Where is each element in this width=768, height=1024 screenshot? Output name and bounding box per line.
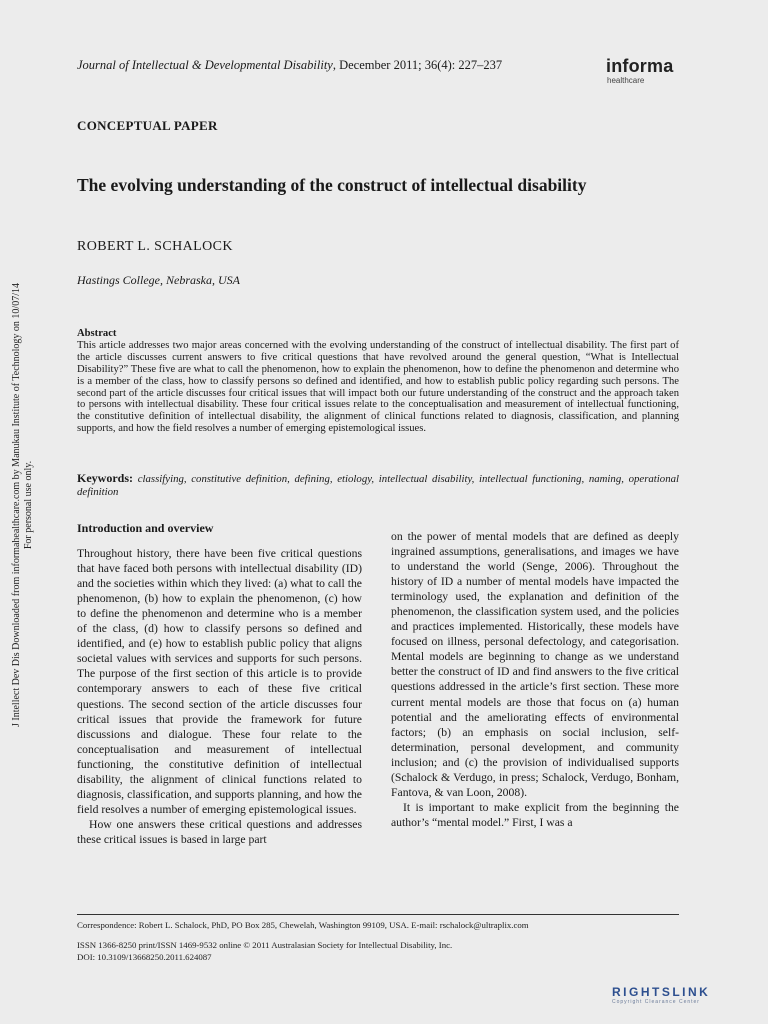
keywords-text: classifying, constitutive definition, defining, etiology, intellectual disability, intellectual functioning, naming, operational definition [77, 473, 679, 498]
correspondence-note: Correspondence: Robert L. Schalock, PhD, PO Box 285, Chewelah, Washington 99109, USA. E-mail: rschalock@ultraplix.com [77, 920, 529, 930]
journal-citation [77, 58, 502, 73]
publisher-logo [606, 56, 696, 85]
abstract-text: This article addresses two major areas concerned with the evolving understanding of the construct of intellectual disability. The first part of the article discusses current answers to five critical questions that have revolved around the general question, “What is Intellectual Disability?” These five are what to call the phenomenon, how to explain the phenomenon, how to define the phenomenon and determine who is a member of the class, how to classify persons so defined and identified, and how to establish public policy regarding such persons. The second part of the article discusses four critical issues that will impact both our future understanding of the construct and the approach taken to persons with intellectual disability. These four critical issues relate to the conceptualisation and measurement of intellectual functioning, the constitutive definition of intellectual disability, the alignment of clinical functions related to diagnosis, classification, and planning supports, and how the field resolves a number of emerging epistemological issues. [77, 339, 679, 435]
journal-name: Journal of Intellectual & Developmental Disability [77, 58, 333, 72]
article-title: The evolving understanding of the construct of intellectual disability [77, 175, 587, 195]
article-type: CONCEPTUAL PAPER [77, 118, 218, 133]
download-watermark-line2: For personal use only. [23, 460, 34, 550]
abstract-heading: Abstract [77, 328, 117, 339]
download-watermark [11, 270, 35, 740]
publisher-logo-main: informa [606, 56, 674, 76]
issn-line: ISSN 1366-8250 print/ISSN 1469-9532 online © 2011 Australasian Society for Intellectual Disability, Inc. [77, 940, 453, 950]
body-paragraph: on the power of mental models that are defined as deeply ingrained assumptions, generalisations, and images we have to understand the world (Senge, 2006). Throughout the history of ID a number of mental models have impacted the terminology used, the explanation and definition of the phenomenon, the classification system used, and the policies and practices implemented. Historically, these models have focused on illness, personal defectology, and categorisation. Mental models are beginning to change as we understand better the construct of ID and find answers to the five critical questions addressed in the article’s first section. These more current mental models are those that focus on (a) human potential and the ameliorating effects of environmental factors; (b) an emphasis on social inclusion, self-determination, personal development, and community inclusion; and (c) the provision of individualised supports (Schalock & Verdugo, in press; Schalock, Verdugo, Bonham, Fantova, & van Loon, 2008). [391, 530, 679, 799]
journal-details: , December 2011; 36(4): 227–237 [332, 58, 503, 72]
rightslink-logo-main: RIGHTSLINK [612, 985, 711, 999]
author-name: ROBERT L. SCHALOCK [77, 239, 233, 254]
body-paragraph: Throughout history, there have been five critical questions that have faced both persons with intellectual disability (ID) and the societies within which they lived: (a) what to call the phenomenon, (b) how to explain the phenomenon, (c) how to define the phenomenon and determine who is a member of the class, (d) how to classify persons so defined and identified, and (e) how to establish public policy that aligns societal values with services and supports for such persons. The purpose of the first section of this article is to provide contemporary answers to each of these five critical questions. The second section of the article discusses four critical issues that provide the framework for future discussions and dialogue. These four relate to the conceptualisation and measurement of intellectual functioning, the constitutive definition of intellectual disability, the alignment of clinical functions related to diagnosis, classification, and supports planning, and how the field resolves a number of emerging epistemological issues. [77, 547, 362, 816]
body-column-left [77, 521, 362, 847]
rightslink-logo-sub: Copyright Clearance Center [612, 999, 700, 1005]
rightslink-logo [612, 985, 762, 1005]
abstract [77, 328, 679, 435]
body-column-right [391, 529, 679, 830]
section-heading: Introduction and overview [77, 521, 214, 535]
author-affiliation: Hastings College, Nebraska, USA [77, 273, 240, 287]
body-paragraph: It is important to make explicit from the beginning the author’s “mental model.” First, I was a [391, 800, 679, 829]
body-paragraph: How one answers these critical questions and addresses these critical issues is based in large part [77, 817, 362, 846]
publisher-logo-sub: healthcare [607, 76, 645, 85]
keywords-label: Keywords: [77, 471, 133, 485]
download-watermark-line1: J Intellect Dev Dis Downloaded from informahealthcare.com by Manukau Institute of Technology on 10/07/14 [11, 283, 22, 728]
footer-divider [77, 914, 679, 915]
keywords [77, 472, 679, 499]
doi-line: DOI: 10.3109/13668250.2011.624087 [77, 952, 212, 962]
